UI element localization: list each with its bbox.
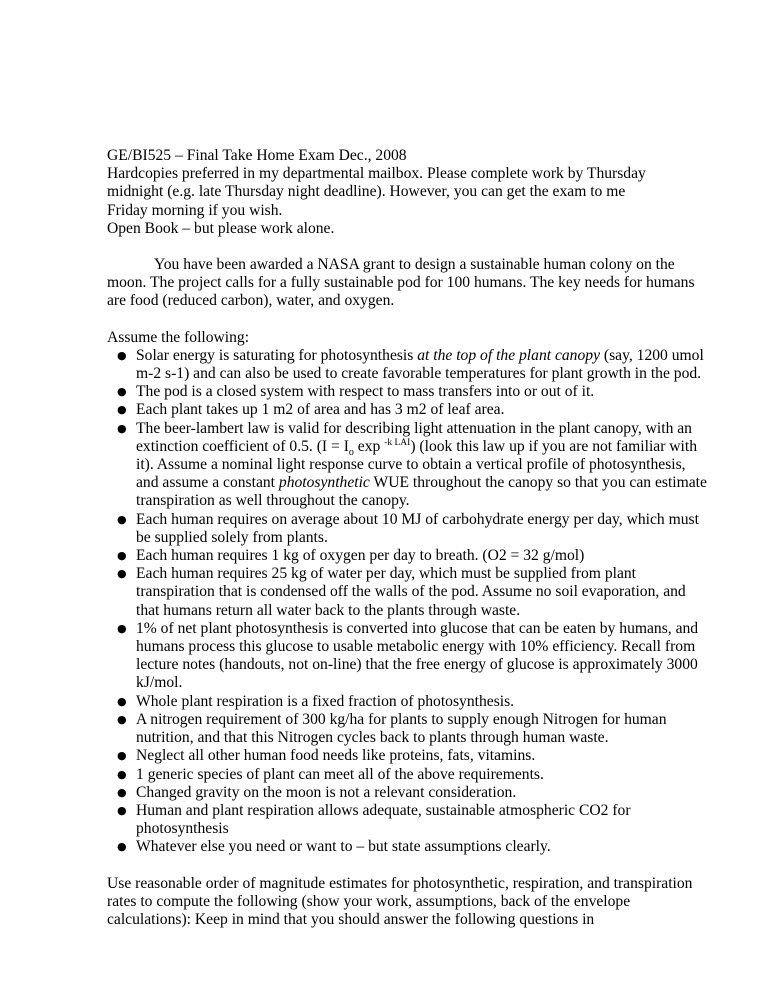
bullet-icon: ● (117, 385, 127, 399)
list-item-text-mid: exp (353, 437, 385, 455)
list-item (107, 693, 708, 711)
bullet-icon: ● (117, 694, 127, 708)
assumptions-list (107, 347, 708, 857)
superscript: -k LAI (384, 437, 411, 448)
list-item-text-pre: The beer-lambert law is valid for describing light attenuation in the plant canopy, with an extinction coefficient of 0.5. (I = I (136, 419, 692, 455)
list-item-text: A nitrogen requirement of 300 kg/ha for plants to supply enough Nitrogen for human nutrition, and that this Nitrogen cycles back to plants through human waste. (136, 710, 667, 747)
list-item-text: Each plant takes up 1 m2 of area and has 3 m2 of leaf area. (136, 401, 505, 419)
list-item (107, 802, 708, 838)
bullet-icon: ● (117, 749, 127, 763)
list-item (107, 747, 708, 765)
list-item-text-post: WUE throughout the canopy so that you can estimate transpiration as well throughout the canopy. (136, 474, 707, 510)
list-item-emphasis: at the top of the plant canopy (417, 346, 600, 364)
bullet-icon: ● (117, 767, 127, 781)
subscript: o (348, 446, 354, 458)
closing-paragraph: Use reasonable order of magnitude estimates for photosynthetic, respiration, and transpiration rates to compute the following (show your work, assumptions, back of the envelope calculations): Keep in mind that you should answer the following questions in (107, 874, 693, 928)
list-item (107, 838, 708, 856)
list-item (107, 711, 708, 747)
list-item-text: Human and plant respiration allows adequate, sustainable atmospheric CO2 for photosynthesis (136, 801, 631, 838)
bullet-icon: ● (117, 549, 127, 563)
list-item-text: 1% of net plant photosynthesis is converted into glucose that can be eaten by humans, and humans process this glucose to usable metabolic energy with 10% efficiency. Recall from lecture notes (handouts, not on-line) that the free energy of glucose is approximately 3000 kJ/mol. (136, 619, 699, 692)
list-item-text: Each human requires 25 kg of water per day, which must be supplied from plant transpiration that is condensed off the walls of the pod. Assume no soil evaporation, and that humans return all water back to the plants through waste. (136, 565, 686, 619)
bullet-icon: ● (117, 403, 127, 417)
submission-line-1: Hardcopies preferred in my departmental mailbox. Please complete work by Thursday (107, 165, 646, 183)
list-item-text-post: ) (look this law up if you are not familiar with it). Assume a nominal light response curve to obtain a vertical profile of photosynthesis, and assume a constant (136, 437, 698, 492)
list-item-text-pre: Solar energy is saturating for photosynthesis (136, 346, 418, 364)
list-item (107, 401, 708, 419)
list-item-text: Neglect all other human food needs like proteins, fats, vitamins. (136, 747, 536, 765)
list-item (107, 620, 708, 693)
bullet-icon: ● (117, 567, 127, 581)
list-item (107, 784, 708, 802)
list-item-text: Whole plant respiration is a fixed fraction of photosynthesis. (136, 692, 515, 710)
list-item-text: Each human requires 1 kg of oxygen per day to breath. (O2 = 32 g/mol) (136, 547, 585, 565)
list-item (107, 547, 708, 565)
spacer (107, 238, 708, 256)
bullet-icon: ● (117, 421, 127, 435)
list-item-text: 1 generic species of plant can meet all of the above requirements. (136, 765, 544, 783)
list-item-text: The pod is a closed system with respect to mass transfers into or out of it. (136, 383, 595, 401)
submission-line-4: Open Book – but please work alone. (107, 219, 335, 237)
list-item (107, 766, 708, 784)
bullet-icon: ● (117, 803, 127, 817)
list-item-text: Whatever else you need or want to – but state assumptions clearly. (136, 838, 551, 856)
spacer (107, 311, 708, 329)
list-item-text: Each human requires on average about 10 MJ of carbohydrate energy per day, which must be supplied solely from plants. (136, 510, 699, 546)
list-item (107, 347, 708, 383)
bullet-icon: ● (117, 348, 127, 362)
submission-line-3: Friday morning if you wish. (107, 201, 283, 219)
list-item (107, 565, 708, 620)
list-item (107, 511, 708, 547)
bullet-icon: ● (117, 840, 127, 854)
list-item (107, 383, 708, 401)
spacer (107, 857, 708, 875)
bullet-icon: ● (117, 785, 127, 799)
list-item-text-post: (say, 1200 umol m-2 s-1) and can also be used to create favorable temperatures for plant growth in the pod. (136, 346, 704, 383)
exam-header (107, 147, 708, 238)
intro-paragraph: You have been awarded a NASA grant to design a sustainable human colony on the moon. The project calls for a fully sustainable pod for 100 humans. The key needs for humans are food (reduced carbon), water, and oxygen. (107, 256, 695, 310)
bullet-icon: ● (117, 512, 127, 526)
list-item-emphasis: photosynthetic (278, 474, 370, 492)
bullet-icon: ● (117, 621, 127, 635)
list-item-text: Changed gravity on the moon is not a relevant consideration. (136, 783, 517, 801)
submission-line-2: midnight (e.g. late Thursday night deadline). However, you can get the exam to me (107, 183, 626, 201)
bullet-icon: ● (117, 712, 127, 726)
list-item (107, 420, 708, 511)
exam-title: GE/BI525 – Final Take Home Exam Dec., 2008 (107, 147, 407, 164)
assumptions-heading: Assume the following: (107, 328, 250, 346)
